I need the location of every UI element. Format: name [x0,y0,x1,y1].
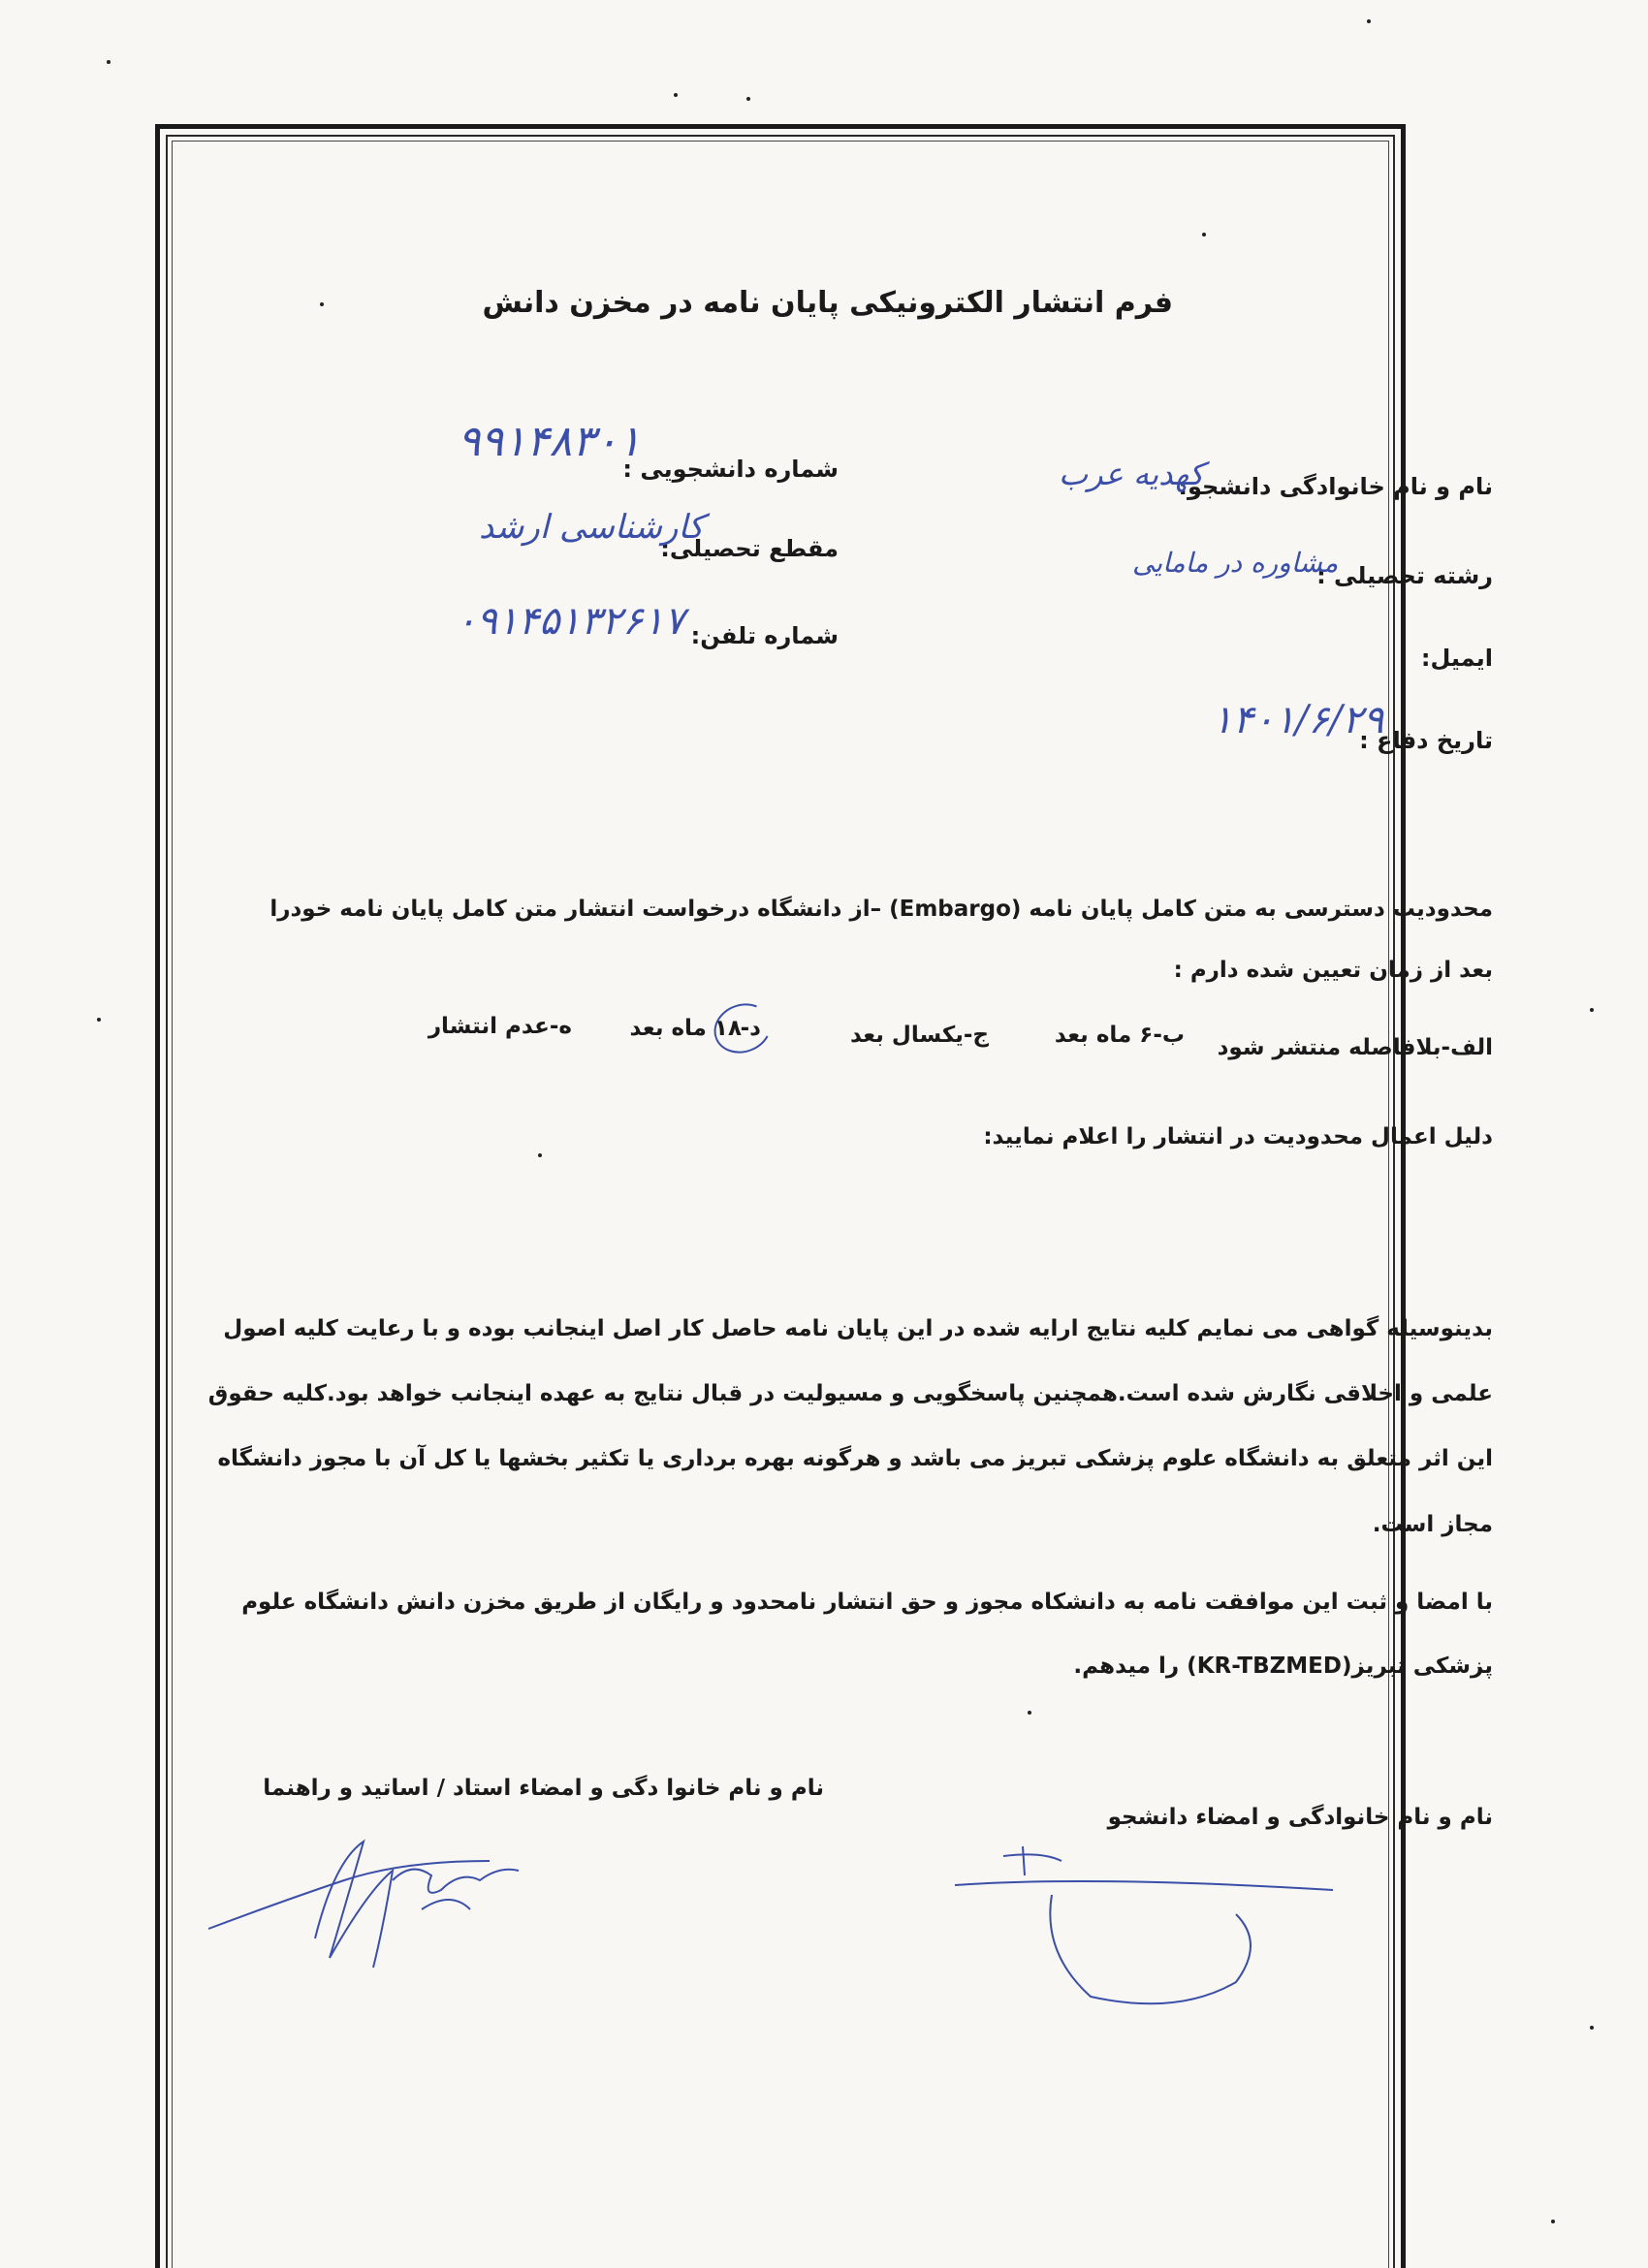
embargo-option-d-prefix: د- [740,1016,761,1041]
scan-speck [97,1018,101,1022]
major-value: مشاوره در مامایی [1132,547,1339,579]
declaration-line2: علمی و اخلاقی نگارش شده است.همچنین پاسخگویی و مسیولیت در قبال نتایج به عهده اینجانب خواهد بود.کلیه حقوق [207,1381,1493,1406]
scan-speck [320,302,324,306]
phone-label: شماره تلفن: [690,622,839,649]
degree-value: کارشناسی ارشد [479,508,704,547]
student-id-value: ۹۹۱۴۸۳۰۱ [458,417,642,466]
scan-speck [1202,233,1206,236]
declaration-line4: مجاز است. [1372,1512,1493,1537]
scan-speck [1551,2220,1555,2223]
embargo-reason-label: دلیل اعمال محدودیت در انتشار را اعلام نمایید: [983,1124,1493,1150]
embargo-option-d: ۱۸ ماه بعد [629,1016,742,1041]
declaration-line5: با امضا و ثبت این موافقت نامه به دانشکاه مجوز و حق انتشار نامحدود و رایگان از طریق مخزن دانش دانشگاه علوم [241,1590,1493,1615]
embargo-option-e: ه-عدم انتشار [428,1014,572,1039]
embargo-option-c: ج-یکسال بعد [849,1023,989,1048]
scan-speck [1590,1008,1594,1012]
scan-speck [538,1153,542,1157]
embargo-text-line2: بعد از زمان تعیین شده دارم : [1173,958,1493,983]
student-signature [945,1837,1352,2021]
supervisor-signature-label: نام و نام خانوا دگی و امضاء استاد / اساتید و راهنما [263,1776,824,1801]
scan-speck [107,60,111,64]
student-name-value: کهدیه عرب [1059,456,1204,492]
student-signature-label: نام و نام خانوادگی و امضاء دانشجو [1107,1805,1493,1830]
scan-speck [746,97,750,101]
declaration-line6: پزشکی تبریز(KR-TBZMED) را میدهم. [1073,1654,1493,1679]
phone-value: ۰۹۱۴۵۱۳۲۶۱۷ [456,599,685,644]
scan-speck [1028,1711,1031,1715]
defense-date-value: ۱۴۰۱/۶/۲۹ [1212,698,1384,742]
email-label: ایمیل: [1420,645,1493,672]
embargo-option-b: ب-۶ ماه بعد [1054,1023,1185,1048]
scan-speck [1367,19,1371,23]
defense-date-label: تاریخ دفاع : [1359,727,1493,754]
scan-speck [674,93,678,97]
student-id-label: شماره دانشجویی : [622,456,839,483]
declaration-line1: بدینوسیله گواهی می نمایم کلیه نتایج ارایه شده در این پایان نامه حاصل کار اصل اینجانب بوده و با رعایت کلیه اصول [223,1316,1493,1341]
embargo-text-line1: محدودیت دسترسی به متن کامل پایان نامه (Embargo) –از دانشگاه درخواست انتشار متن کامل پایان نامه خودرا [269,897,1493,922]
supervisor-signature [199,1822,548,1977]
form-title: فرم انتشار الکترونیکی پایان نامه در مخزن دانش [482,286,1173,320]
scan-speck [1590,2026,1594,2030]
degree-label: مقطع تحصیلی: [660,535,839,562]
major-label: رشته تحصیلی : [1316,562,1493,589]
student-name-label: نام و نام خانوادگی دانشجو: [1178,473,1493,500]
declaration-line3: این اثر متعلق به دانشگاه علوم پزشکی تبریز می باشد و هرگونه بهره برداری یا تکثیر بخشها یا کل آن با مجوز دانشگاه [217,1446,1493,1471]
embargo-option-a: الف-بلافاصله منتشر شود [1217,1035,1493,1060]
